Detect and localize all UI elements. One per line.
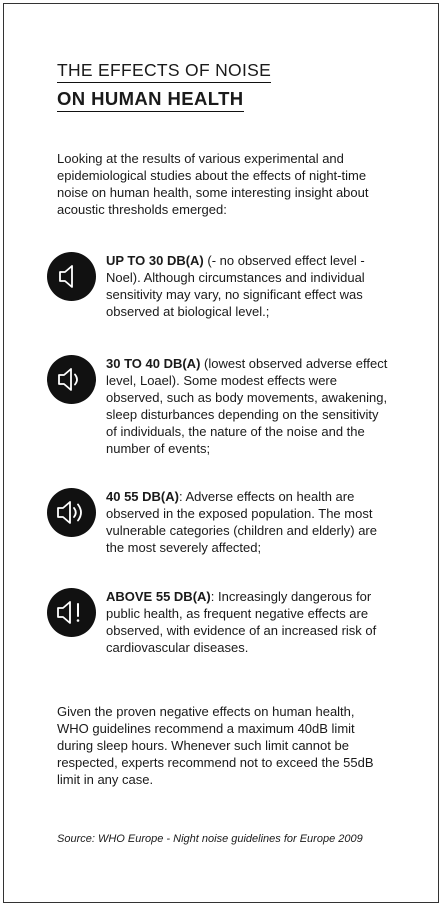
speaker-low-icon — [47, 355, 96, 404]
threshold-heading: 30 TO 40 DB(A) — [106, 356, 201, 371]
threshold-heading: ABOVE 55 DB(A) — [106, 589, 211, 604]
threshold-text-55 — [106, 488, 390, 556]
speaker-muted-icon — [47, 252, 96, 301]
threshold-text-30 — [106, 252, 390, 320]
title-line-2: ON HUMAN HEALTH — [57, 88, 244, 112]
speaker-high-icon — [47, 488, 96, 537]
intro-paragraph: Looking at the results of various experimental and epidemiological studies about the effects of night-time noise on human health, some interesting insight about acoustic thresholds emerged: — [57, 151, 369, 217]
closing-paragraph: Given the proven negative effects on human health, WHO guidelines recommend a maximum 40dB limit during sleep hours. Whenever such limit cannot be respected, experts recommend not to exceed the 55dB limit in any case. — [57, 704, 374, 787]
threshold-desc: (lowest observed adverse effect level, Loael). Some modest effects were observed, such as body movements, awakening, sleep disturbances depending on the sensitivity of individuals, the nature of the noise and the number of events; — [106, 356, 388, 456]
source-citation: Source: WHO Europe - Night noise guidelines for Europe 2009 — [57, 833, 363, 845]
threshold-heading: 40 55 DB(A) — [106, 489, 179, 504]
page-title — [57, 60, 271, 112]
threshold-text-above-55 — [106, 588, 390, 656]
title-line-1: THE EFFECTS OF NOISE — [57, 60, 271, 83]
threshold-desc: : Increasingly dangerous for public health, as frequent negative effects are observed, with evidence of an increased risk of cardiovascular diseases. — [106, 589, 377, 655]
threshold-desc: (- no observed effect level - Noel). Although circumstances and individual sensitivity may vary, no significant effect was observed at biological level.; — [106, 253, 365, 319]
threshold-desc: : Adverse effects on health are observed in the exposed population. The most vulnerable categories (children and elderly) are the most severely affected; — [106, 489, 377, 555]
threshold-heading: UP TO 30 DB(A) — [106, 253, 204, 268]
threshold-text-40 — [106, 355, 390, 457]
speaker-warning-icon — [47, 588, 96, 637]
